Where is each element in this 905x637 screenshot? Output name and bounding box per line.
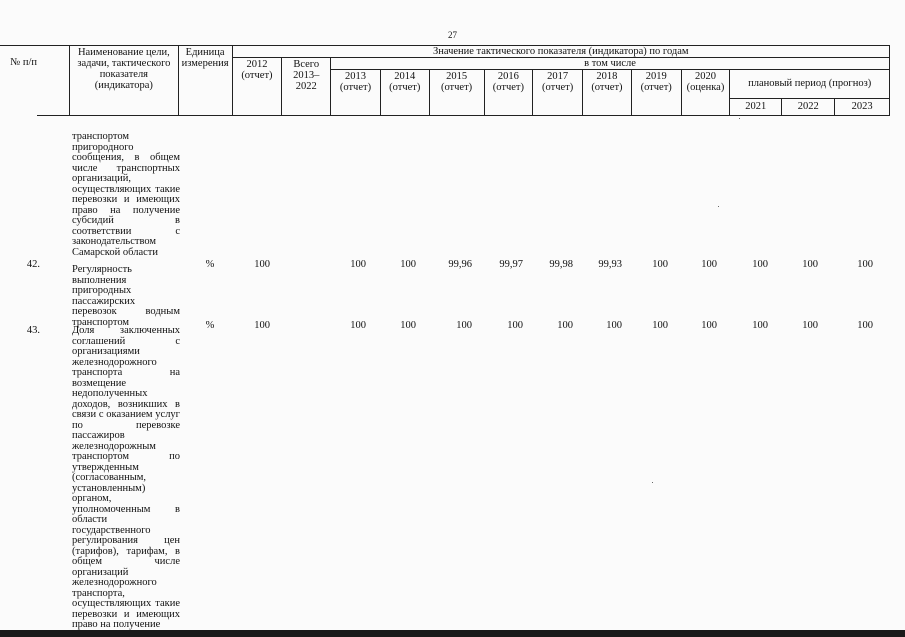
value-cell: 100 [557, 320, 573, 331]
value-cell: 100 [652, 259, 668, 270]
header-year-col: 2018 (отчет) [583, 70, 632, 116]
value-cell: 100 [701, 259, 717, 270]
scan-speck [739, 118, 740, 119]
value-cell: 100 [802, 320, 818, 331]
value-cell: 100 [752, 259, 768, 270]
header-num-col: № п/п [10, 57, 37, 68]
header-subgroup-title: в том числе [331, 58, 890, 70]
scan-speck [652, 482, 653, 483]
value-cell: 100 [350, 320, 366, 331]
header-year-col: 2019 (отчет) [631, 70, 681, 116]
page-number: 27 [448, 30, 457, 40]
value-cell: 99,93 [598, 259, 622, 270]
value-cell: 100 [606, 320, 622, 331]
value-cell: 100 [652, 320, 668, 331]
value-cell: 100 [752, 320, 768, 331]
value-cell: 100 [254, 320, 270, 331]
value-cell: 100 [400, 259, 416, 270]
row-unit: % [205, 259, 215, 270]
header-year-col: 2020 (оценка) [681, 70, 730, 116]
header-plan-year: 2022 [782, 99, 835, 115]
row-number: 43. [26, 325, 40, 336]
header-year-col: 2017 (отчет) [533, 70, 583, 116]
value-cell: 99,96 [448, 259, 472, 270]
value-cell: 100 [802, 259, 818, 270]
value-cell: 100 [400, 320, 416, 331]
header-year-col: 2015 (отчет) [429, 70, 484, 116]
header-group-title: Значение тактического показателя (индикатора) по годам [232, 46, 889, 58]
header-year-col: 2016 (отчет) [484, 70, 533, 116]
header-year-col: 2014 (отчет) [380, 70, 429, 116]
header-total-col: Всего 2013– 2022 [282, 58, 331, 116]
header-plan-years [730, 99, 889, 115]
header-plan-title: плановый период (прогноз) [730, 70, 889, 99]
row-description: транспортом пригородного сообщения, в общем числе транспортных организаций, осуществляющих такие перевозки и имеющих право на получение субсидий в соответствии с законодательством Самарской области [72, 131, 180, 258]
indicator-table-header [37, 45, 890, 116]
header-top-rule [0, 45, 37, 46]
value-cell: 100 [254, 259, 270, 270]
row-number: 42. [26, 259, 40, 270]
scan-bottom-edge [0, 630, 905, 637]
value-cell: 99,97 [499, 259, 523, 270]
value-cell: 99,98 [549, 259, 573, 270]
header-plan-year: 2021 [730, 99, 782, 115]
header-blank-cell [37, 46, 70, 116]
header-2012-col: 2012 (отчет) [232, 58, 282, 116]
value-cell: 100 [456, 320, 472, 331]
header-plan-block [730, 70, 890, 116]
header-name-col: Наименование цели, задачи, тактического показателя (индикатора) [70, 46, 179, 116]
row-unit: % [205, 320, 215, 331]
value-cell: 100 [857, 259, 873, 270]
row-description: Доля заключенных соглашений с организациями железнодорожного транспорта на возмещение недополученных доходов, возникших в связи с оказанием услуг по перевозке пассажиров железнодорожным транспортом по утвержденным (согласованным, установленным) органом, уполномоченным в области государственного регулирования цен (тарифов), тарифам, в общем числе организаций железнодорожного транспорта, осуществляющих такие перевозки и имеющих право на получение [72, 325, 180, 630]
value-cell: 100 [507, 320, 523, 331]
value-cell: 100 [701, 320, 717, 331]
header-plan-year: 2023 [851, 101, 873, 112]
value-cell: 100 [857, 320, 873, 331]
row-description: Регулярность выполнения пригородных пассажирских перевозок водным транспортом [72, 264, 180, 328]
header-unit-col: Единица измерения [178, 46, 232, 116]
value-cell: 100 [350, 259, 366, 270]
header-year-col: 2013 (отчет) [331, 70, 381, 116]
scan-speck [718, 206, 719, 207]
